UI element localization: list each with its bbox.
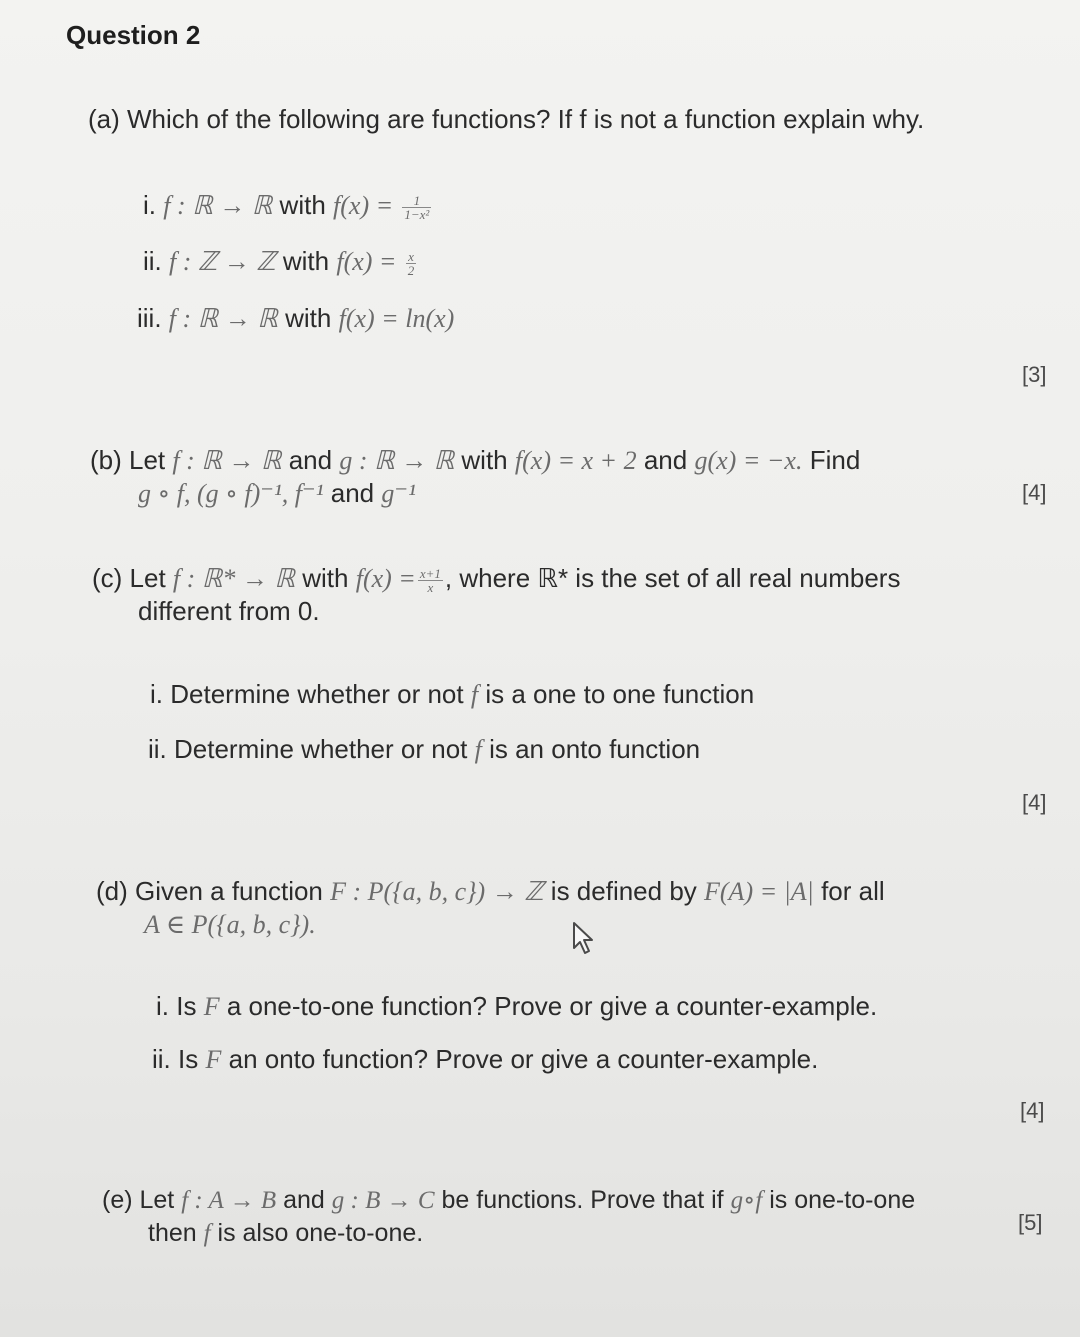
- function-expression: f(x) = ln(x): [338, 304, 455, 333]
- item-label: i.: [150, 679, 163, 709]
- composition: g∘f: [730, 1187, 763, 1214]
- part-d-line-1: [96, 875, 885, 908]
- domain-expression: A ∈ P({a, b, c}).: [144, 910, 316, 939]
- part-c-marks: [4]: [1022, 790, 1047, 815]
- denominator: 2: [407, 262, 415, 278]
- fraction: [418, 567, 443, 594]
- function-signature: f : ℝ → ℝ: [168, 304, 278, 333]
- numerator: x+1: [419, 565, 441, 581]
- f-expression: f(x) = x + 2: [514, 446, 637, 475]
- item-text: a one-to-one function? Prove or give a counter-example.: [226, 991, 878, 1021]
- with-text: with: [285, 303, 332, 333]
- part-c-item-1: [150, 679, 754, 710]
- part-a-marks: [3]: [1022, 362, 1047, 387]
- one-to-one-text: is one-to-one: [769, 1186, 916, 1214]
- f-signature: f : A → B: [181, 1187, 277, 1214]
- function-expression: f(x) =: [336, 247, 397, 276]
- item-label: ii.: [143, 246, 162, 276]
- part-b-text: [90, 444, 860, 510]
- and-text: and: [288, 445, 333, 475]
- conclusion-text: is also one-to-one.: [217, 1219, 424, 1247]
- and-text: and: [283, 1186, 325, 1214]
- g-inverse: g⁻¹: [381, 479, 416, 508]
- function-expression: f(x) =: [333, 191, 394, 220]
- part-a-prompt: (a) Which of the following are functions? If f is not a function explain why.: [88, 104, 925, 134]
- f-signature: f : ℝ → ℝ: [172, 446, 282, 475]
- numerator: x: [406, 250, 417, 264]
- defined-text: is defined by: [550, 876, 697, 906]
- part-e-lead: (e) Let: [102, 1186, 175, 1214]
- part-e-text: [102, 1184, 915, 1250]
- symbol-F: F: [205, 1045, 222, 1074]
- part-d-line-2: [96, 908, 885, 941]
- item-text: is a one to one function: [485, 679, 755, 709]
- prove-text: be functions. Prove that if: [441, 1186, 724, 1214]
- denominator: 1−x²: [404, 206, 430, 222]
- with-text: with: [461, 445, 508, 475]
- part-a-item-3: [137, 303, 454, 334]
- item-text: Determine whether or not: [174, 734, 468, 764]
- where-text: , where ℝ* is the set of all real numbers: [444, 563, 901, 593]
- question-title: Question 2: [66, 20, 201, 50]
- find-text: Find: [809, 445, 861, 475]
- part-a-item-2: [143, 246, 418, 277]
- F-expression: F(A) = |A|: [704, 877, 814, 906]
- part-a-item-1: [143, 190, 433, 221]
- part-b-line-2: [90, 477, 860, 510]
- item-text: an onto function? Prove or give a counter-example.: [228, 1044, 819, 1074]
- g-signature: g : B → C: [331, 1187, 435, 1214]
- item-label: iii.: [137, 303, 162, 333]
- with-text: with: [282, 246, 330, 276]
- function-signature: f : ℝ → ℝ: [163, 191, 273, 220]
- part-e-line-1: [102, 1184, 915, 1217]
- g-expression: g(x) = −x.: [694, 446, 803, 475]
- numerator: 1: [402, 194, 431, 208]
- part-e-marks: [5]: [1018, 1210, 1043, 1235]
- then-text: then: [148, 1219, 197, 1247]
- item-text: Determine whether or not: [170, 679, 464, 709]
- part-c-item-2: [148, 734, 700, 765]
- fraction: [406, 250, 417, 277]
- symbol-f: f: [203, 1220, 211, 1247]
- symbol-F: F: [203, 992, 220, 1021]
- fraction: [402, 194, 431, 221]
- function-signature: f : ℤ → ℤ: [169, 247, 276, 276]
- part-b-line-1: [90, 444, 860, 477]
- with-text: with: [279, 190, 326, 220]
- denominator: x: [427, 579, 434, 595]
- part-d-text: [96, 875, 885, 941]
- part-c-line-2: different from 0.: [138, 596, 320, 626]
- forall-text: for all: [821, 876, 885, 906]
- and-text: and: [643, 445, 688, 475]
- f-expression: f(x) =: [355, 564, 416, 593]
- F-signature: F : P({a, b, c}) → ℤ: [330, 877, 544, 906]
- part-d-lead: (d) Given a function: [96, 876, 323, 906]
- item-label: ii.: [148, 734, 167, 764]
- compositions-list: g ∘ f, (g ∘ f)⁻¹, f⁻¹: [138, 479, 324, 508]
- part-b-lead: (b) Let: [90, 445, 166, 475]
- item-label: ii.: [152, 1044, 171, 1074]
- mouse-pointer-icon: [570, 920, 600, 956]
- part-d-item-1: [156, 991, 877, 1022]
- with-text: with: [302, 563, 349, 593]
- part-d-marks: [4]: [1020, 1098, 1045, 1123]
- symbol-f: f: [474, 735, 482, 764]
- item-label: i.: [156, 991, 169, 1021]
- item-text: Is: [178, 1044, 199, 1074]
- item-label: i.: [143, 190, 156, 220]
- and-text: and: [330, 478, 375, 508]
- f-signature: f : ℝ* → ℝ: [172, 564, 295, 593]
- part-e-line-2: [102, 1217, 915, 1250]
- part-b-marks: [4]: [1022, 480, 1047, 505]
- part-c-line-1: [92, 562, 900, 595]
- part-c-lead: (c) Let: [92, 563, 166, 593]
- g-signature: g : ℝ → ℝ: [339, 446, 455, 475]
- part-d-item-2: [152, 1044, 818, 1075]
- item-text: is an onto function: [489, 734, 701, 764]
- part-c-text: [92, 562, 900, 628]
- symbol-f: f: [470, 680, 479, 709]
- item-text: Is: [176, 991, 197, 1021]
